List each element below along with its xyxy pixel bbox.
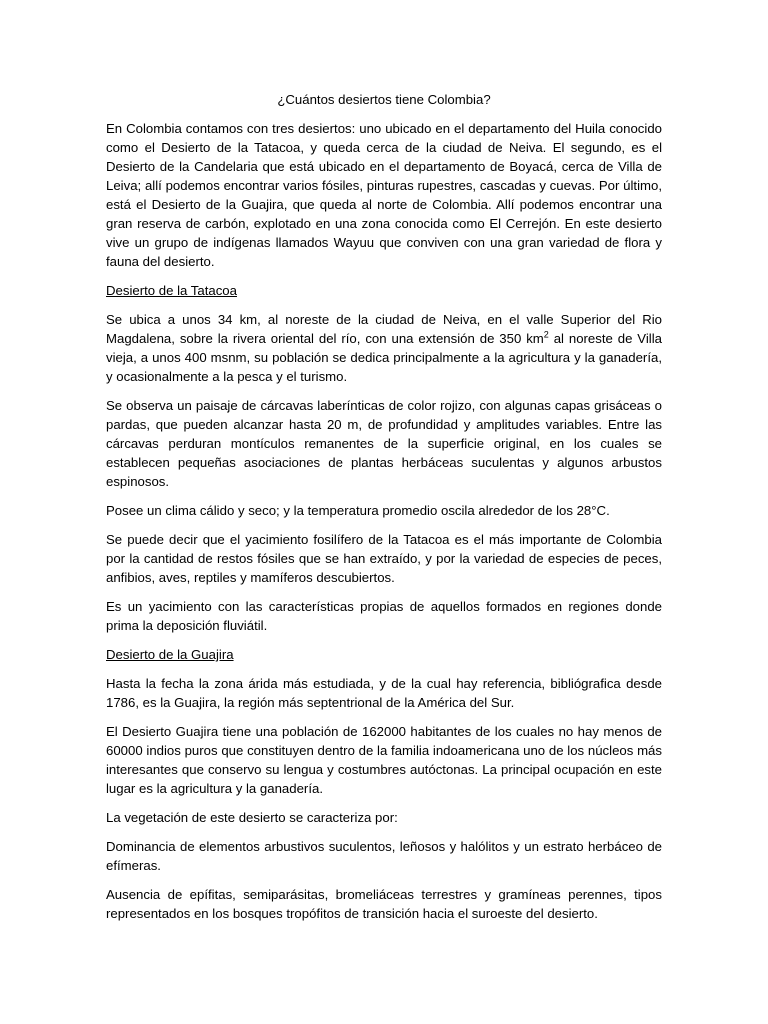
guajira-paragraph-3: La vegetación de este desierto se caracteriza por: — [106, 810, 398, 825]
tatacoa-paragraph-1 — [106, 310, 662, 386]
tatacoa-paragraph-5: Es un yacimiento con las características propias de aquellos formados en regiones donde prima la deposición fluviátil. — [106, 599, 662, 633]
tatacoa-paragraph-3: Posee un clima cálido y seco; y la temperatura promedio oscila alrededor de los 28°C. — [106, 503, 610, 518]
tatacoa-p1-text: Se ubica a unos 34 km, al noreste de la ciudad de Neiva, en el valle Superior del Rio Magdalena, sobre la rivera oriental del río, con una extensión de 350 km — [106, 312, 662, 346]
guajira-paragraph-2: El Desierto Guajira tiene una población de 162000 habitantes de los cuales no hay menos de 60000 indios puros que constituyen dentro de la familia indoamericana uno de los núcleos más interesantes que conservo su lengua y costumbres autóctonas. La principal ocupación en este lugar es la agricultura y la ganadería. — [106, 724, 662, 796]
guajira-paragraph-5: Ausencia de epífitas, semiparásitas, bromeliáceas terrestres y gramíneas perennes, tipos representados en los bosques tropófitos de transición hacia el suroeste del desierto. — [106, 887, 662, 921]
intro-paragraph: En Colombia contamos con tres desiertos: uno ubicado en el departamento del Huila conocido como el Desierto de la Tatacoa, y queda cerca de la ciudad de Neiva. El segundo, es el Desierto de la Candelaria que está ubicado en el departamento de Boyacá, cerca de Villa de Leiva; allí podemos encontrar varios fósiles, pinturas rupestres, cascadas y cuevas. Por último, está el Desierto de la Guajira, que queda al norte de Colombia. Allí podemos encontrar una gran reserva de carbón, explotado en una zona conocida como El Cerrejón. En este desierto vive un grupo de indígenas llamados Wayuu que conviven con una gran variedad de flora y fauna del desierto. — [106, 121, 662, 269]
tatacoa-paragraph-4: Se puede decir que el yacimiento fosilífero de la Tatacoa es el más importante de Colombia por la cantidad de restos fósiles que se han extraído, y por la variedad de especies de peces, anfibios, aves, reptiles y mamíferos descubiertos. — [106, 532, 662, 585]
tatacoa-paragraph-2: Se observa un paisaje de cárcavas laberínticas de color rojizo, con algunas capas grisáceas o pardas, que pueden alcanzar hasta 20 m, de profundidad y amplitudes variables. Entre las cárcavas perduran montículos remanentes de la superficie original, en los cuales se establecen pequeñas asociaciones de plantas herbáceas suculentas y algunos arbustos espinosos. — [106, 398, 662, 489]
guajira-paragraph-4: Dominancia de elementos arbustivos suculentos, leñosos y halólitos y un estrato herbáceo de efímeras. — [106, 839, 662, 873]
guajira-heading: Desierto de la Guajira — [106, 647, 234, 662]
tatacoa-p1-text-continued: al noreste de Villa vieja, a unos 400 msnm, su población se dedica principalmente a la agricultura y la ganadería, y ocasionalmente a la pesca y el turismo. — [106, 331, 662, 384]
superscript-2: 2 — [543, 329, 549, 340]
document-title: ¿Cuántos desiertos tiene Colombia? — [277, 92, 491, 107]
tatacoa-heading: Desierto de la Tatacoa — [106, 283, 237, 298]
guajira-paragraph-1: Hasta la fecha la zona árida más estudiada, y de la cual hay referencia, bibliógrafica desde 1786, es la Guajira, la región más septentrional de la América del Sur. — [106, 676, 662, 710]
